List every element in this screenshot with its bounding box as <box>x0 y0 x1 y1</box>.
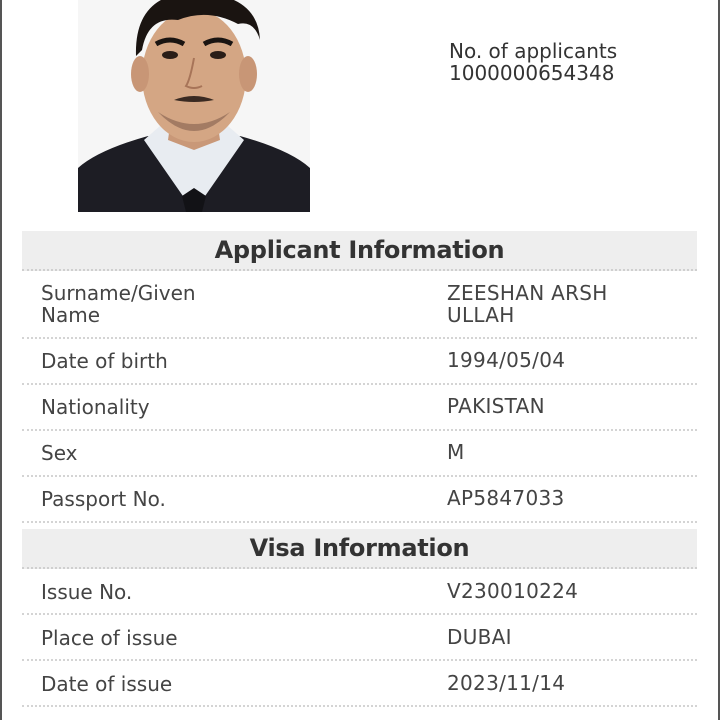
applicant-number-block <box>449 40 617 84</box>
applicant-row-label: Passport No. <box>41 487 166 511</box>
applicant-row-value: 1994/05/04 <box>447 348 566 372</box>
applicant-number-value: 1000000654348 <box>449 61 615 85</box>
applicant-row-value: M <box>447 440 465 464</box>
applicant-row-label: Surname/Given Name <box>41 281 196 327</box>
visa-row-value: DUBAI <box>447 625 512 649</box>
visa-row-label: Issue No. <box>41 580 133 604</box>
applicant-number-label: No. of applicants <box>449 39 618 63</box>
applicant-row-value: AP5847033 <box>447 486 565 510</box>
visa-row-date-of-issue <box>22 661 697 707</box>
visa-row-label: Place of issue <box>41 626 178 650</box>
applicant-photo <box>78 0 310 212</box>
applicant-row-name <box>22 271 697 339</box>
applicant-row-value: PAKISTAN <box>447 394 545 418</box>
visa-row-issue-no <box>22 569 697 615</box>
visa-row-value: V230010224 <box>447 579 579 603</box>
applicant-row-label: Nationality <box>41 395 150 419</box>
applicant-row-value: ZEESHAN ARSH ULLAH <box>447 281 608 327</box>
visa-row-value: 2023/11/14 <box>447 671 566 695</box>
applicant-row-label: Date of birth <box>41 349 168 373</box>
visa-row-label: Date of issue <box>41 672 173 696</box>
applicant-row-nationality <box>22 385 697 431</box>
applicant-row-label: Sex <box>41 441 78 465</box>
applicant-row-passport <box>22 477 697 523</box>
applicant-information-header: Applicant Information <box>22 231 697 271</box>
visa-row-place-of-issue <box>22 615 697 661</box>
page-left-border <box>0 0 2 720</box>
applicant-row-dob <box>22 339 697 385</box>
applicant-portrait-icon <box>78 0 310 212</box>
visa-information-header: Visa Information <box>22 529 697 569</box>
applicant-row-sex <box>22 431 697 477</box>
